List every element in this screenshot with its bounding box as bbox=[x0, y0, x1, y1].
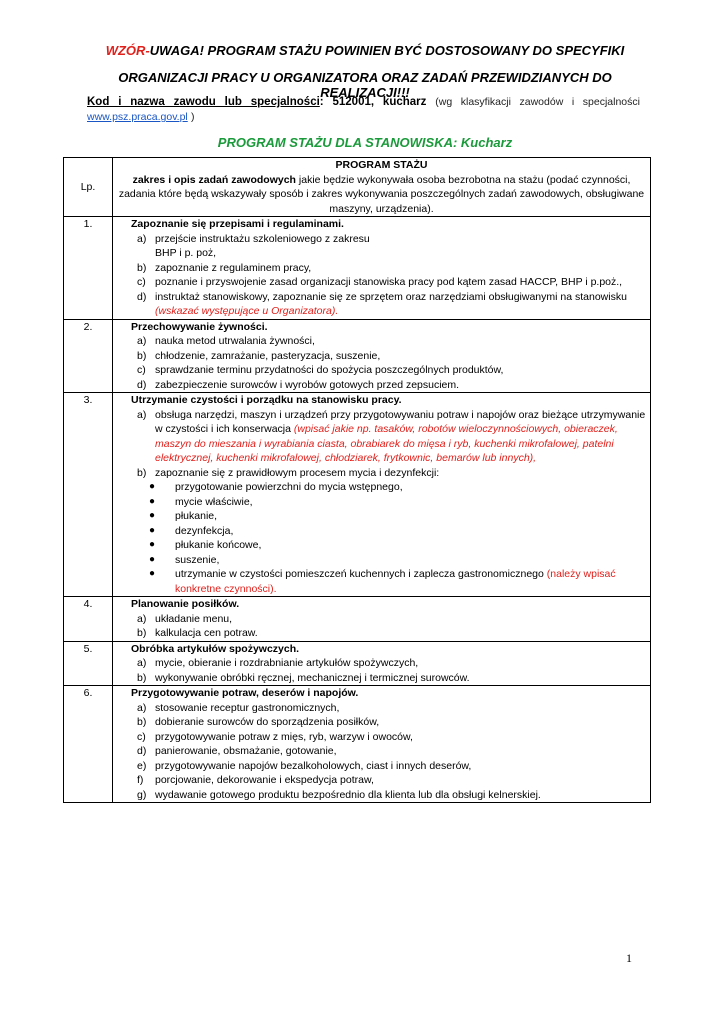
list-item bbox=[117, 788, 646, 803]
item-marker: a) bbox=[137, 335, 147, 347]
item-text: przygotowywanie napojów bezalkoholowych, ciast i innych deserów, bbox=[155, 759, 472, 772]
bullet-icon: ● bbox=[149, 539, 156, 550]
item-text: dobieranie surowców do sporządzenia posiłków, bbox=[155, 716, 380, 728]
list-item bbox=[117, 744, 646, 759]
item-marker: f) bbox=[137, 774, 144, 786]
task-list bbox=[117, 701, 646, 803]
section-title: Planowanie posiłków. bbox=[131, 598, 240, 610]
header-line-1 bbox=[80, 43, 650, 58]
occupation-code-colon: : bbox=[319, 96, 324, 108]
occupation-code-label: Kod i nazwa zawodu lub specjalności bbox=[87, 96, 320, 108]
bullet-icon: ● bbox=[149, 495, 156, 507]
row-content bbox=[113, 217, 651, 320]
task-list bbox=[117, 612, 646, 641]
table-row bbox=[64, 217, 651, 320]
bullet-icon: ● bbox=[149, 553, 156, 565]
item-marker: b) bbox=[137, 261, 147, 274]
item-text: obsługa narzędzi, maszyn i urządzeń przy przygotowywaniu potraw i napojów oraz bieżące utrzymywanie w czystości i ich konserwacja bbox=[155, 408, 646, 435]
item-marker: b) bbox=[137, 671, 147, 684]
lp-header: Lp. bbox=[64, 158, 113, 217]
item-marker: d) bbox=[137, 290, 147, 303]
program-header-cell bbox=[113, 158, 651, 217]
item-text: przygotowywanie potraw z mięs, ryb, warzyw i owoców, bbox=[155, 730, 413, 743]
list-item bbox=[117, 408, 646, 466]
occupation-code-note: (wg klasyfikacji zawodów i specjalności bbox=[435, 96, 640, 108]
item-marker: c) bbox=[137, 364, 146, 376]
row-content bbox=[113, 393, 651, 597]
bullet-item bbox=[117, 553, 646, 568]
task-list bbox=[117, 232, 646, 319]
header-line-1-text: UWAGA! PROGRAM STAŻU POWINIEN BYĆ DOSTOSOWANY DO SPECYFIKI bbox=[149, 43, 625, 58]
item-marker: c) bbox=[137, 730, 146, 743]
bullet-icon: ● bbox=[149, 568, 156, 579]
item-text: wydawanie gotowego produktu bezpośrednio dla klienta lub dla obsługi kelnerskiej. bbox=[155, 788, 541, 801]
row-number: 6. bbox=[64, 686, 113, 803]
item-text: instruktaż stanowiskowy, zapoznanie się ze sprzętem oraz narzędziami obsługiwanymi na stanowisku bbox=[155, 290, 627, 303]
item-marker: b) bbox=[137, 466, 147, 479]
item-text: poznanie i przyswojenie zasad organizacji stanowiska pracy pod kątem zasad HACCP, BHP i p.poż., bbox=[155, 276, 623, 288]
item-text: nauka metod utrwalania żywności, bbox=[155, 335, 315, 347]
item-text: sprawdzanie terminu przydatności do spożycia poszczególnych produktów, bbox=[155, 364, 504, 376]
list-item bbox=[117, 261, 646, 276]
occupation-code-note-end: ) bbox=[190, 111, 195, 123]
item-marker: e) bbox=[137, 759, 147, 772]
row-content bbox=[113, 597, 651, 642]
list-item bbox=[117, 290, 646, 319]
row-number: 2. bbox=[64, 319, 113, 393]
task-list bbox=[117, 656, 646, 685]
bullet-item bbox=[117, 509, 646, 524]
row-number: 4. bbox=[64, 597, 113, 642]
item-marker: b) bbox=[137, 627, 147, 639]
task-list bbox=[117, 334, 646, 392]
procedure-list bbox=[117, 480, 646, 596]
bullet-item bbox=[117, 480, 646, 495]
item-text: zapoznanie z regulaminem pracy, bbox=[155, 261, 312, 274]
item-marker: a) bbox=[137, 612, 147, 625]
list-item bbox=[117, 378, 646, 393]
program-table bbox=[63, 157, 651, 803]
table-header-row bbox=[64, 158, 651, 217]
row-number: 5. bbox=[64, 641, 113, 686]
list-item bbox=[117, 671, 646, 686]
item-marker: a) bbox=[137, 408, 147, 421]
table-row bbox=[64, 319, 651, 393]
item-marker: d) bbox=[137, 745, 147, 757]
bullet-text: mycie właściwie, bbox=[175, 495, 253, 508]
list-item bbox=[117, 730, 646, 745]
occupation-code bbox=[87, 95, 640, 125]
item-text: stosowanie receptur gastronomicznych, bbox=[155, 701, 340, 714]
task-list bbox=[117, 408, 646, 481]
organizer-note: (wpisać jakie np. tasaków, robotów wieloczynnościowych, obieraczek, maszyn do mieszania i wyrabiania ciasta, obrabiarek do mięsa i ryb, kuchenki mikrofalowej, patelni elektrycznej, kuchenki mikrofalowej, chłodziarek, frytkownic, bemarów lub innych), bbox=[155, 423, 618, 464]
row-number: 1. bbox=[64, 217, 113, 320]
bullet-icon: ● bbox=[149, 524, 156, 536]
item-text: panierowanie, obsmażanie, gotowanie, bbox=[155, 745, 337, 757]
bullet-text: przygotowanie powierzchni do mycia wstępnego, bbox=[175, 481, 403, 493]
list-item bbox=[117, 275, 646, 290]
header-line-2: ORGANIZACJI PRACY U ORGANIZATORA ORAZ ZADAŃ PRZEWIDZIANYCH DO REALIZACJI!!! bbox=[118, 70, 612, 100]
bullet-text: płukanie końcowe, bbox=[175, 539, 262, 551]
occupation-code-value: 512001, kucharz bbox=[332, 96, 427, 108]
program-header-title: PROGRAM STAŻU bbox=[335, 159, 428, 171]
organizer-note: (należy wpisać konkretne czynności). bbox=[175, 568, 616, 595]
row-content bbox=[113, 641, 651, 686]
section-title: Przygotowywanie potraw, deserów i napojów. bbox=[131, 687, 359, 699]
bullet-item bbox=[117, 524, 646, 539]
table-row bbox=[64, 641, 651, 686]
section-title: Utrzymanie czystości i porządku na stanowisku pracy. bbox=[131, 394, 402, 406]
list-item bbox=[117, 626, 646, 641]
item-marker: a) bbox=[137, 701, 147, 714]
list-item bbox=[117, 656, 646, 671]
bullet-text: płukanie, bbox=[175, 510, 218, 522]
list-item bbox=[117, 466, 646, 481]
item-marker: a) bbox=[137, 232, 147, 245]
item-text: chłodzenie, zamrażanie, pasteryzacja, suszenie, bbox=[155, 349, 381, 362]
list-item bbox=[117, 334, 646, 349]
item-text: układanie menu, bbox=[155, 612, 233, 625]
list-item bbox=[117, 773, 646, 788]
psz-link[interactable]: www.psz.praca.gov.pl bbox=[87, 111, 188, 123]
table-row bbox=[64, 393, 651, 597]
bullet-icon: ● bbox=[149, 481, 156, 492]
item-text: wykonywanie obróbki ręcznej, mechanicznej i termicznej surowców. bbox=[155, 671, 470, 684]
list-item bbox=[117, 701, 646, 716]
row-content bbox=[113, 686, 651, 803]
bullet-text: dezynfekcja, bbox=[175, 524, 234, 537]
program-header-desc-rest: jakie będzie wykonywała osoba bezrobotna na stażu (podać czynności, zadania które będą wskazywały sposób i zakres wykonywania poszczególnych zadań zawodowych, obsługiwane maszyny, urządzenia). bbox=[118, 173, 645, 215]
list-item bbox=[117, 246, 646, 261]
item-marker: b) bbox=[137, 716, 147, 728]
bullet-item bbox=[117, 538, 646, 553]
item-text: przejście instruktażu szkoleniowego z zakresu bbox=[155, 232, 370, 245]
row-content bbox=[113, 319, 651, 393]
item-marker: a) bbox=[137, 657, 147, 669]
list-item bbox=[117, 612, 646, 627]
bullet-item bbox=[117, 495, 646, 510]
item-marker: d) bbox=[137, 378, 147, 391]
list-item bbox=[117, 232, 646, 247]
bullet-text: utrzymanie w czystości pomieszczeń kuchennych i zaplecza gastronomicznego bbox=[175, 568, 544, 580]
item-marker: g) bbox=[137, 788, 147, 801]
program-header-desc-bold: zakres i opis zadań zawodowych bbox=[132, 173, 296, 186]
list-item bbox=[117, 349, 646, 364]
program-header-desc bbox=[117, 173, 646, 217]
item-text: porcjowanie, dekorowanie i ekspedycja potraw, bbox=[155, 774, 374, 786]
item-text: kalkulacja cen potraw. bbox=[155, 627, 258, 639]
bullet-icon: ● bbox=[149, 510, 156, 521]
header-prefix: WZÓR- bbox=[105, 43, 150, 58]
row-number: 3. bbox=[64, 393, 113, 597]
item-text: BHP i p. poż, bbox=[155, 247, 217, 259]
bullet-item bbox=[117, 567, 646, 596]
organizer-note: (wskazać występujące u Organizatora). bbox=[155, 305, 339, 317]
table-row bbox=[64, 686, 651, 803]
section-title: Przechowywanie żywności. bbox=[131, 320, 268, 333]
item-marker: c) bbox=[137, 276, 146, 288]
list-item bbox=[117, 759, 646, 774]
table-row bbox=[64, 597, 651, 642]
item-text: zapoznanie się z prawidłowym procesem mycia i dezynfekcji: bbox=[155, 466, 440, 479]
item-marker: b) bbox=[137, 349, 147, 362]
item-text: zabezpieczenie surowców i wyrobów gotowych przed zepsuciem. bbox=[155, 378, 460, 391]
section-title: Zapoznanie się przepisami i regulaminami. bbox=[131, 218, 344, 230]
section-title: Obróbka artykułów spożywczych. bbox=[131, 642, 300, 655]
page-number: 1 bbox=[626, 951, 632, 965]
bullet-text: suszenie, bbox=[175, 553, 220, 566]
program-subtitle: PROGRAM STAŻU DLA STANOWISKA: Kucharz bbox=[217, 135, 513, 150]
list-item bbox=[117, 363, 646, 378]
list-item bbox=[117, 715, 646, 730]
item-text: mycie, obieranie i rozdrabnianie artykułów spożywczych, bbox=[155, 657, 419, 669]
